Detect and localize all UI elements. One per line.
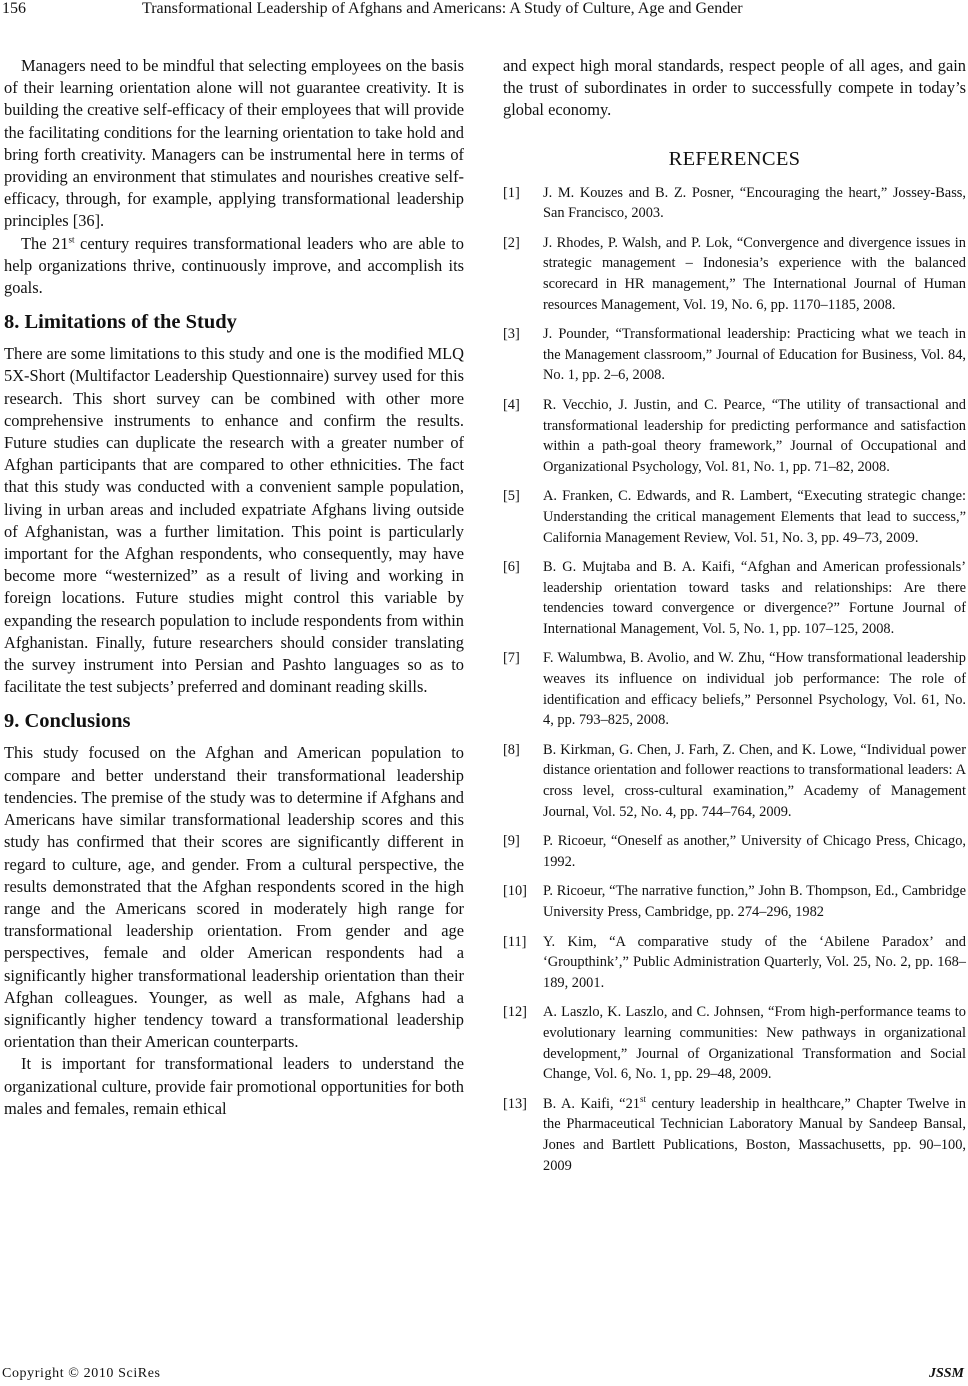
reference-number: [1]: [503, 184, 520, 201]
paragraph-managers: Managers need to be mindful that selecting employees on the basis of their learning orientation alone will not guarantee creativity. It is building the creative self-efficacy of their employees that will provide the facilitating conditions for the learning orientation to take hold and bring forth creativity. Managers can be instrumental here in terms of providing an environment that stimulates and nourishes creative self-efficacy, through, for example, applying transformational leadership principles [36].: [4, 56, 464, 231]
reference-item: [503, 395, 966, 477]
reference-number: [10]: [503, 883, 527, 900]
reference-text: Y. Kim, “A comparative study of the ‘Abilene Paradox’ and ‘Groupthink’,” Public Administration Quarterly, Vol. 25, No. 2, pp. 168–189, 2001.: [543, 933, 966, 991]
reference-item: [503, 1002, 966, 1084]
superscript-st: st: [68, 234, 75, 245]
reference-item: [503, 233, 966, 315]
references-heading: REFERENCES: [668, 147, 801, 170]
reference-number: [8]: [503, 741, 520, 758]
reference-number: [11]: [503, 933, 527, 950]
reference-list: [503, 183, 966, 1177]
page-number: 156: [2, 0, 26, 17]
copyright-notice: Copyright © 2010 SciRes: [2, 1366, 161, 1381]
reference-text: J. M. Kouzes and B. Z. Posner, “Encouraging the heart,” Jossey-Bass, San Francisco, 2003.: [543, 184, 966, 222]
reference-text: A. Franken, C. Edwards, and R. Lambert, “Executing strategic change: Understanding the critical management Elements that lead to success,” California Management Review, Vol. 51, No. 3, pp. 49–73, 2009.: [543, 488, 966, 546]
reference-text: P. Ricoeur, “The narrative function,” John B. Thompson, Ed., Cambridge University Press, Cambridge, pp. 274–296, 1982: [543, 883, 966, 921]
reference-item: [503, 740, 966, 822]
reference-text: J. Pounder, “Transformational leadership: Practicing what we teach in the Management classroom,” Journal of Education for Business, Vol. 84, No. 1, pp. 2–6, 2008.: [543, 326, 966, 384]
running-title: Transformational Leadership of Afghans and Americans: A Study of Culture, Age and Gender: [142, 0, 743, 17]
reference-number: [13]: [503, 1095, 527, 1112]
reference-number: [3]: [503, 326, 520, 343]
reference-number: [7]: [503, 650, 520, 667]
reference-item: [503, 648, 966, 730]
reference-item: [503, 881, 966, 922]
reference-item: [503, 183, 966, 224]
reference-text: A. Laszlo, K. Laszlo, and C. Johnsen, “From high-performance teams to evolutionary learning communities: New pathways in organizational development,” Journal of Organizational Transformation and Social Change, Vol. 6, No. 1, pp. 29–48, 2009.: [543, 1004, 966, 1083]
superscript-st: st: [639, 1093, 646, 1104]
reference-text: P. Ricoeur, “Oneself as another,” University of Chicago Press, Chicago, 1992.: [543, 833, 966, 870]
reference-number: [5]: [503, 488, 520, 505]
reference-item: [503, 1094, 966, 1176]
section-heading-conclusions: 9. Conclusions: [4, 710, 131, 733]
right-column: [503, 55, 966, 1185]
reference-item: [503, 324, 966, 386]
reference-item: [503, 932, 966, 994]
reference-text: F. Walumbwa, B. Avolio, and W. Zhu, “How transformational leadership weaves its influence on individual job performance: The role of identification and efficacy beliefs,” Personnel Psychology, Vol. 61, No. 4, pp. 793–825, 2008.: [543, 650, 966, 729]
paragraph-continued: and expect high moral standards, respect people of all ages, and gain the trust of subordinates in order to successfully compete in today’s global economy.: [503, 56, 966, 120]
reference-number: [4]: [503, 396, 520, 413]
page-header: [0, 0, 968, 26]
reference-number: [6]: [503, 559, 520, 576]
reference-item: [503, 831, 966, 872]
section-heading-limitations: 8. Limitations of the Study: [4, 311, 237, 334]
reference-item: [503, 486, 966, 548]
reference-number: [9]: [503, 833, 520, 850]
reference-item: [503, 557, 966, 639]
journal-name: JSSM: [928, 1366, 964, 1381]
reference-text-post: century leadership in healthcare,” Chapter Twelve in the Pharmaceutical Technician Laboratory Manual by Sandeep Bansal, Jones and Bartlett Publications, Boston, Massachusetts, pp. 90–100, 2009: [543, 1095, 966, 1174]
reference-number: [12]: [503, 1004, 527, 1021]
reference-text: R. Vecchio, J. Justin, and C. Pearce, “The utility of transactional and transformational leadership for predicting performance and satisfaction within a path-goal theory framework,” Journal of Occupational and Organizational Psychology, Vol. 81, No. 1, pp. 71–82, 2008.: [543, 396, 966, 475]
paragraph-limitations: There are some limitations to this study and one is the modified MLQ 5X-Short (Multifactor Leadership Questionnaire) survey used for this research. This short survey can be combined with other more comprehensive instruments to enhance and confirm the results. Future studies can duplicate the research with a greater number of Afghan participants that are compared to other ethnicities. The fact that this study was conducted with a convenient sample population, living in urban areas and included expatriate Afghans living outside of Afghanistan, was a further limitation. This point is particularly important for the Afghan respondents, who consequently, may have become more “westernized” as a result of living and working in foreign locations. Future studies might control this variable by expanding the research population to include respondents from within Afghanistan. Finally, future researchers should consider translating the survey instrument into Persian and Pashto languages so as to facilitate the test subjects’ preferred and dominant reading skills.: [4, 344, 464, 697]
paragraph-conclusions: This study focused on the Afghan and American population to compare and better understand their transformational leadership tendencies. The premise of the study was to determine if Afghans and Americans have similar transformational leadership scores and this study has confirmed that their scores are significantly different in regard to culture, age, and gender. From a cultural perspective, the results demonstrated that the Afghan respondents scored in the high range and the Americans scored in moderately high range for transformational leadership orientation. From gender and age perspectives, female and older American respondents had a significantly higher transformational leadership orientation than their Afghan colleagues. Younger, as well as male, Afghans had a significantly higher tendency toward a transformational leadership orientation than their American counterparts.: [4, 743, 464, 1052]
reference-number: [2]: [503, 234, 520, 251]
para2-post: century requires transformational leaders who are able to help organizations thrive, continuously improve, and accomplish its goals.: [4, 233, 464, 298]
paragraph-important: It is important for transformational leaders to understand the organizational culture, provide fair promotional opportunities for both males and females, remain ethical: [4, 1054, 464, 1118]
para2-pre: The 21: [21, 233, 69, 253]
page-footer: [0, 1366, 968, 1386]
left-column: [4, 55, 464, 1120]
reference-text-pre: B. A. Kaifi, “21: [543, 1095, 640, 1112]
paragraph-21st-century: [4, 233, 464, 300]
reference-text: B. G. Mujtaba and B. A. Kaifi, “Afghan and American professionals’ leadership orientation toward tasks and relationships: Are there tendencies toward convergence or divergence?” Fortune Journal of International Management, Vol. 5, No. 1, pp. 107–125, 2008.: [543, 559, 966, 637]
reference-text: B. Kirkman, G. Chen, J. Farh, Z. Chen, and K. Lowe, “Individual power distance orientation and follower reactions to transformational leaders: A cross level, cross-cultural examination,” Academy of Management Journal, Vol. 52, No. 4, pp. 744–764, 2009.: [543, 741, 966, 820]
reference-text: J. Rhodes, P. Walsh, and P. Lok, “Convergence and divergence issues in strategic management – Indonesia’s experience with the balanced scorecard in HR management,” The International Journal of Human resources Management, Vol. 19, No. 6, pp. 1170–1185, 2008.: [543, 234, 966, 313]
